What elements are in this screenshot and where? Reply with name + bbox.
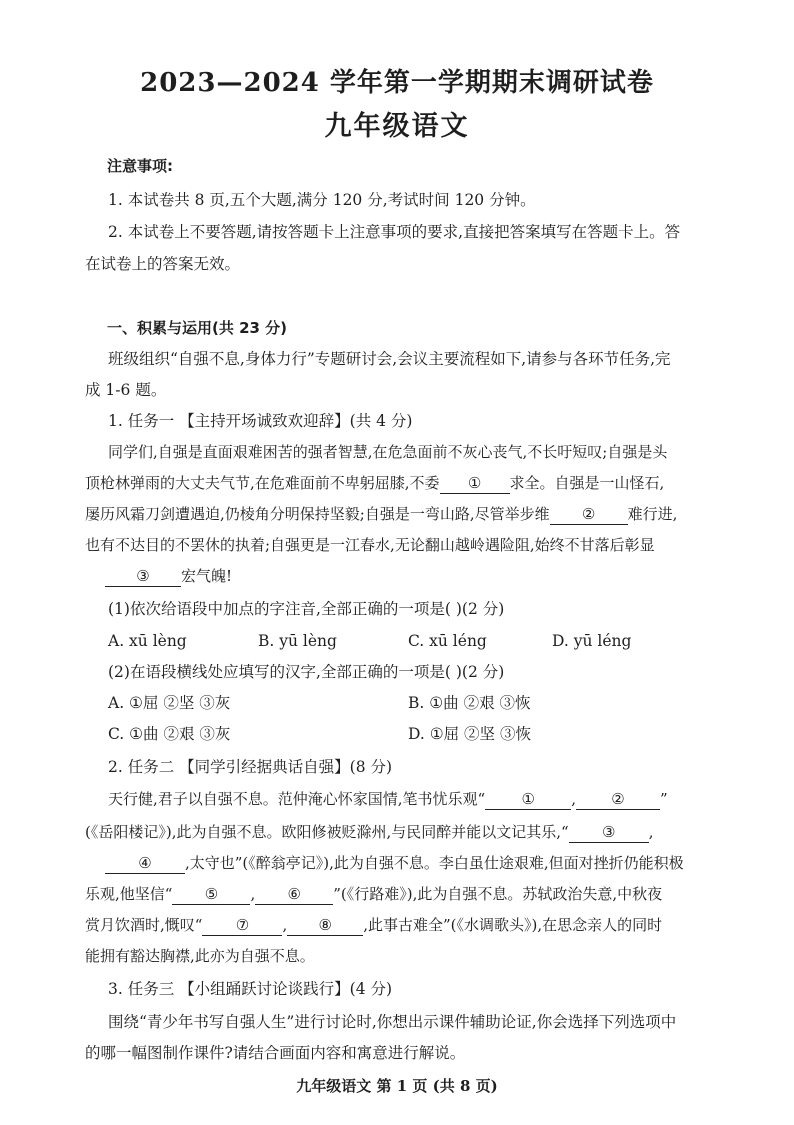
exam-subtitle: 九年级语文 [324,111,470,142]
task1-question-2: (2)在语段横线处应填写的汉字,全部正确的一项是( )(2 分) [108,663,505,681]
blank-1: ① [485,789,571,810]
task2-line2 [85,821,705,843]
blank-2: ② [576,789,660,810]
blank-5: ⑤ [172,884,250,905]
task1-para-line4: 也有不达目的不罢休的执着;自强更是一江春水,无论翻山越岭遇险阻,始终不甘落后彰显 [85,536,655,554]
blank-8: ⑧ [287,915,363,936]
task2-text: ” [660,790,668,808]
section1-intro-cont: 成 1-6 题。 [85,381,167,399]
task2-text: 乐观,他坚信“ [85,885,173,903]
q2-option-d: D. ①屈 ②坚 ③恢 [408,725,531,743]
task2-text: (《岳阳楼记》),此为自强不息。欧阳修被贬滁州,与民同醉并能以文记其乐,“ [85,823,569,841]
q1-option-b: B. yū lèng [258,632,337,650]
task1-question-1: (1)依次给语段中加点的字注音,全部正确的一项是( )(2 分) [108,600,505,618]
blank-2: ② [550,504,628,525]
task3-heading: 3. 任务三 【小组踊跃讨论谈践行】(4 分) [108,980,393,998]
page-footer: 九年级语文 第 1 页 (共 8 页) [296,1077,498,1095]
task2-line6: 能拥有豁达胸襟,此亦为自强不息。 [85,947,315,965]
exam-title: 2023—2024 学年第一学期期末调研试卷 [140,68,654,98]
task1-heading: 1. 任务一 【主持开场诚致欢迎辞】(共 4 分) [108,412,413,430]
task2-text: 天行健,君子以自强不息。范仲淹心怀家国情,笔书忧乐观“ [108,790,486,808]
task2-line1 [108,788,728,810]
task2-text: , [648,823,654,841]
task2-line4 [85,883,705,905]
notice-heading: 注意事项: [107,157,173,175]
task1-text: 求全。自强是一山怪石, [509,474,665,492]
q1-option-d: D. yū léng [552,632,632,650]
task1-para-line2 [85,472,705,494]
q1-option-c: C. xū léng [408,632,487,650]
task3-para-line1: 围绕“青少年书写自强人生”进行讨论时,你想出示课件辅助论证,你会选择下列选项中 [108,1013,677,1031]
task2-text: , [571,790,576,808]
task1-text: 宏气魄! [181,567,233,585]
task1-para-line3 [85,503,705,525]
blank-6: ⑥ [255,884,333,905]
notice-item-1: 1. 本试卷共 8 页,五个大题,满分 120 分,考试时间 120 分钟。 [108,191,536,209]
task2-line5 [85,914,705,936]
task1-text: 顶枪林弹雨的大丈夫气节,在危难面前不卑躬屈膝,不委 [85,474,440,492]
section1-intro: 班级组织“自强不息,身体力行”专题研讨会,会议主要流程如下,请参与各环节任务,完 [108,350,671,368]
blank-1: ① [440,473,510,494]
blank-3: ③ [105,566,181,587]
task2-text: 赏月饮酒时,慨叹“ [85,916,203,934]
task2-text: , [250,885,256,903]
task2-line3 [105,852,725,874]
q2-option-b: B. ①曲 ②艰 ③恢 [408,694,531,712]
blank-3: ③ [569,822,649,843]
blank-7: ⑦ [202,915,282,936]
q2-option-a: A. ①屈 ②坚 ③灰 [108,694,231,712]
task1-para-line5 [105,565,725,587]
q2-option-c: C. ①曲 ②艰 ③灰 [108,725,231,743]
q1-option-a: A. xū lèng [108,632,187,650]
task2-heading: 2. 任务二 【同学引经据典话自强】(8 分) [108,758,393,776]
task1-text: 难行进, [627,505,678,523]
task1-text: 屡历风霜刀剑遭遇迫,仍棱角分明保持坚毅;自强是一弯山路,尽管举步维 [85,505,550,523]
blank-4: ④ [105,853,185,874]
task2-text: , [282,916,288,934]
task2-text: ,太守也”(《醉翁亭记》),此为自强不息。李白虽仕途艰难,但面对挫折仍能积极 [185,854,684,872]
notice-item-2-cont: 在试卷上的答案无效。 [85,255,241,273]
task3-para-line2: 的哪一幅图制作课件?请结合画面内容和寓意进行解说。 [85,1044,466,1062]
notice-item-2: 2. 本试卷上不要答题,请按答题卡上注意事项的要求,直接把答案填写在答题卡上。答 [108,223,681,241]
section1-heading: 一、积累与运用(共 23 分) [107,319,288,337]
task2-text: ,此事古难全”(《水调歌头》),在思念亲人的同时 [363,916,663,934]
task2-text: ”(《行路难》),此为自强不息。苏轼政治失意,中秋夜 [333,885,663,903]
task1-para-line1: 同学们,自强是直面艰难困苦的强者智慧,在危急面前不灰心丧气,不长吁短叹;自强是头 [108,443,668,461]
